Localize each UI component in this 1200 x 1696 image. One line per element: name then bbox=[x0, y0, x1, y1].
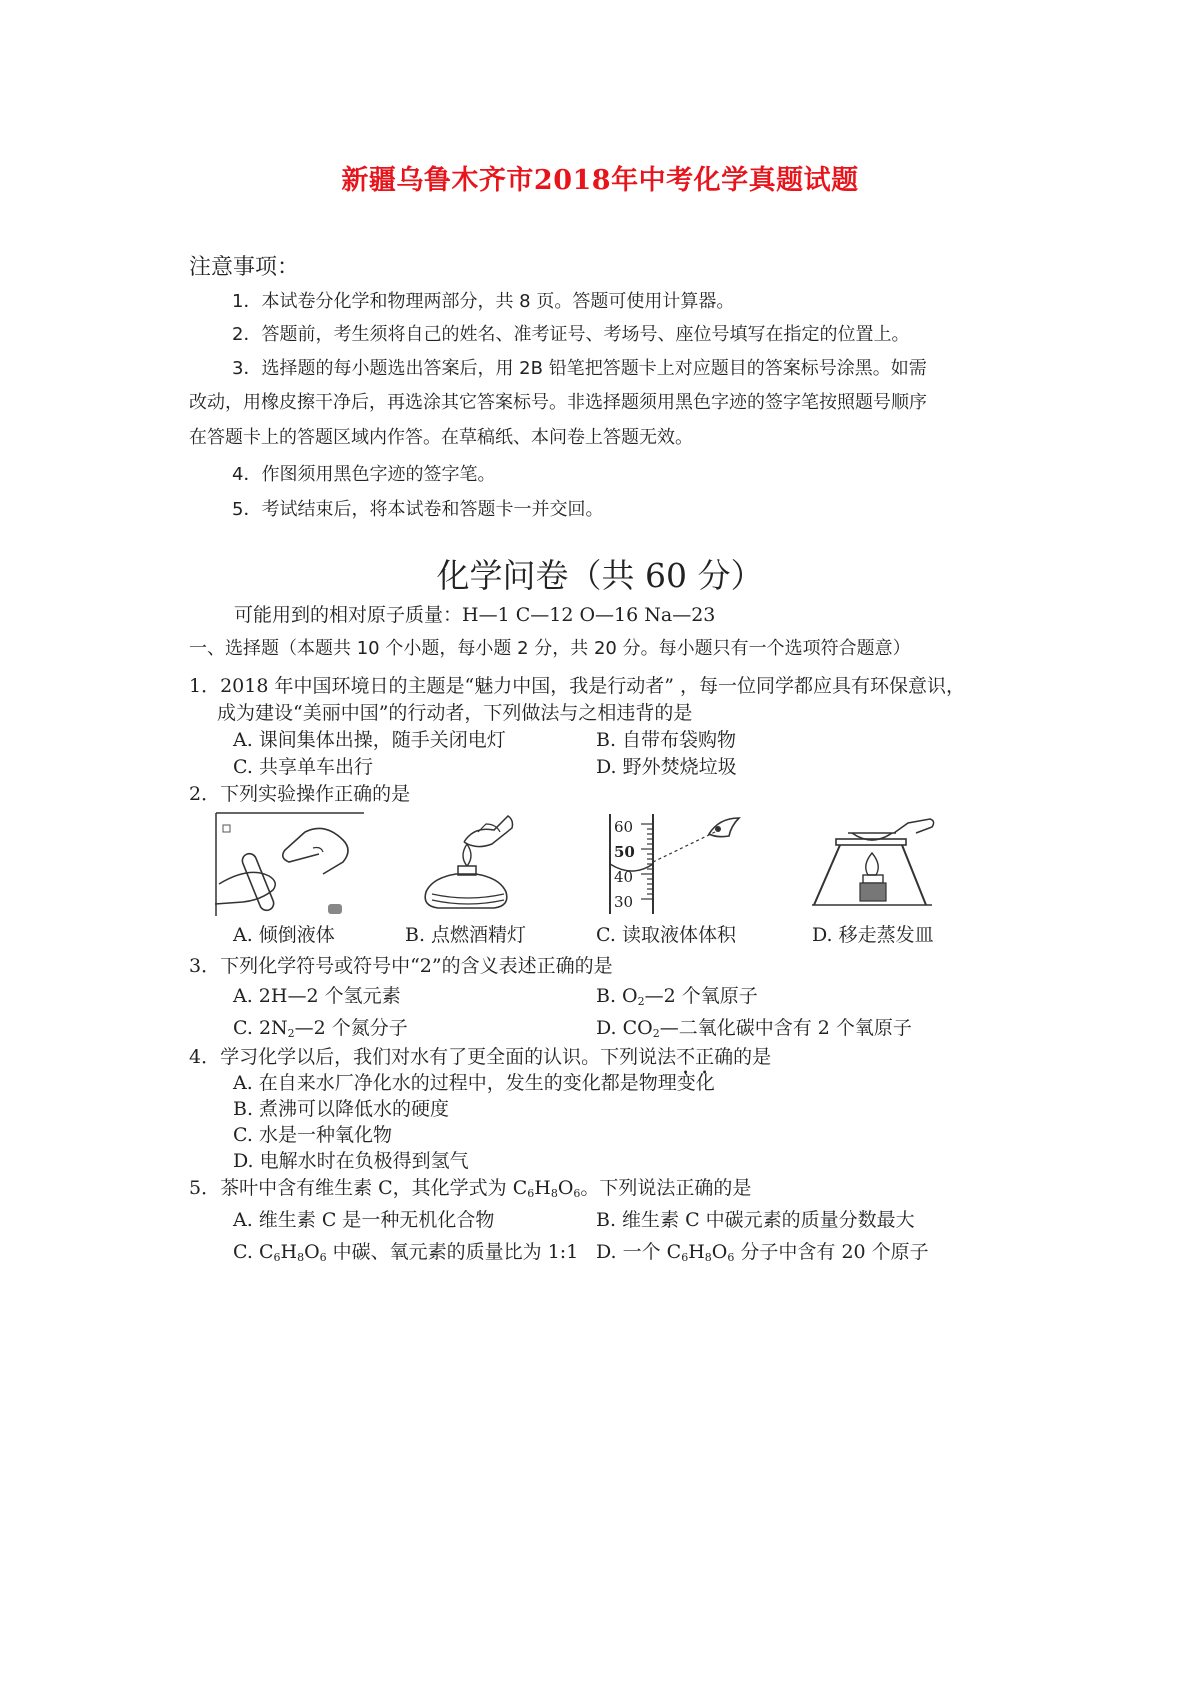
q5-option-d: D. 一个 $C_6H_8O_6$ 分子中含有 20 个原子 bbox=[596, 1241, 929, 1264]
scale-label-40: 40 bbox=[614, 868, 634, 886]
notice-item-1: 1．本试卷分化学和物理两部分，共 8 页。答题可使用计算器。 bbox=[232, 291, 735, 312]
q5-option-c: C. $C_6H_8O_6$ 中碳、氧元素的质量比为 1:1 bbox=[233, 1241, 579, 1264]
q5-option-a: A. 维生素 C 是一种无机化合物 bbox=[233, 1209, 495, 1231]
notice-item-3: 3．选择题的每小题选出答案后，用 2B 铅笔把答题卡上对应题目的答案标号涂黑。如需 bbox=[232, 358, 927, 379]
q1-stem-line2: 成为建设“美丽中国”的行动者，下列做法与之相违背的是 bbox=[217, 702, 693, 724]
q1-option-a: A. 课间集体出操，随手关闭电灯 bbox=[233, 729, 506, 751]
q2-caption-a: A. 倾倒液体 bbox=[233, 924, 335, 946]
q3-option-b: B. $O_2—2$ 个氧原子 bbox=[596, 985, 758, 1008]
q5-option-b: B. 维生素 C 中碳元素的质量分数最大 bbox=[596, 1209, 915, 1231]
q2-stem: 2．下列实验操作正确的是 bbox=[189, 783, 411, 805]
evaporating-dish-figure bbox=[808, 815, 938, 915]
q4-option-b: B. 煮沸可以降低水的硬度 bbox=[233, 1098, 450, 1120]
q4-stem: 4．学习化学以后，我们对水有了更全面的认识。下列说法不正确的是 bbox=[189, 1046, 772, 1068]
notice-heading: 注意事项： bbox=[189, 255, 300, 280]
notice-item-3-cont-1: 改动，用橡皮擦干净后，再选涂其它答案标号。非选择题须用黑色字迹的签字笔按照题号顺序 bbox=[189, 392, 927, 413]
notice-item-2: 2．答题前，考生须将自己的姓名、准考证号、考场号、座位号填写在指定的位置上。 bbox=[232, 324, 910, 345]
q3-option-c: C. $2N_2—2$ 个氮分子 bbox=[233, 1017, 408, 1040]
q4-option-d: D. 电解水时在负极得到氢气 bbox=[233, 1150, 469, 1172]
scale-label-30: 30 bbox=[614, 893, 634, 911]
notice-item-3-cont-2: 在答题卡上的答题区域内作答。在草稿纸、本问卷上答题无效。 bbox=[189, 427, 693, 448]
q3-option-d: D. $CO_2—$二氧化碳中含有 2 个氧原子 bbox=[596, 1017, 912, 1040]
q2-caption-c: C. 读取液体体积 bbox=[596, 924, 736, 946]
q1-option-d: D. 野外焚烧垃圾 bbox=[596, 756, 737, 778]
q1-stem-line1: 1．2018 年中国环境日的主题是“魅力中国，我是行动者” ，每一位同学都应具有环保意识， bbox=[189, 675, 965, 697]
q5-stem: 5．茶叶中含有维生素 C，其化学式为 $C_6H_8O_6$。下列说法正确的是 bbox=[189, 1177, 752, 1200]
q2-caption-d: D. 移走蒸发皿 bbox=[812, 924, 934, 946]
alcohol-lamp-figure bbox=[418, 812, 518, 916]
q2-caption-b: B. 点燃酒精灯 bbox=[405, 924, 527, 946]
q3-stem: 3．下列化学符号或符号中“2”的含义表述正确的是 bbox=[189, 955, 613, 977]
q4-option-c: C. 水是一种氧化物 bbox=[233, 1124, 392, 1146]
pouring-liquid-figure bbox=[215, 812, 365, 918]
notice-item-4: 4．作图须用黑色字迹的签字笔。 bbox=[232, 464, 496, 485]
section-title: 化学问卷（共 60 分） bbox=[436, 556, 764, 595]
q3-option-a: A. 2H—2 个氢元素 bbox=[233, 985, 401, 1007]
atomic-mass-line: 可能用到的相对原子质量：H—1 C—12 O—16 Na—23 bbox=[234, 604, 716, 626]
q4-option-a: A. 在自来水厂净化水的过程中，发生的变化都是物理变化 bbox=[233, 1072, 715, 1094]
q1-option-c: C. 共享单车出行 bbox=[233, 756, 373, 778]
page-title: 新疆乌鲁木齐市2018年中考化学真题试题 bbox=[341, 165, 859, 196]
scale-label-50: 50 bbox=[614, 843, 635, 861]
notice-item-5: 5．考试结束后，将本试卷和答题卡一并交回。 bbox=[232, 499, 604, 520]
q1-option-b: B. 自带布袋购物 bbox=[596, 729, 737, 751]
part-one-heading: 一、选择题（本题共 10 个小题，每小题 2 分，共 20 分。每小题只有一个选项符合题意） bbox=[189, 638, 911, 659]
scale-label-60: 60 bbox=[614, 818, 634, 836]
